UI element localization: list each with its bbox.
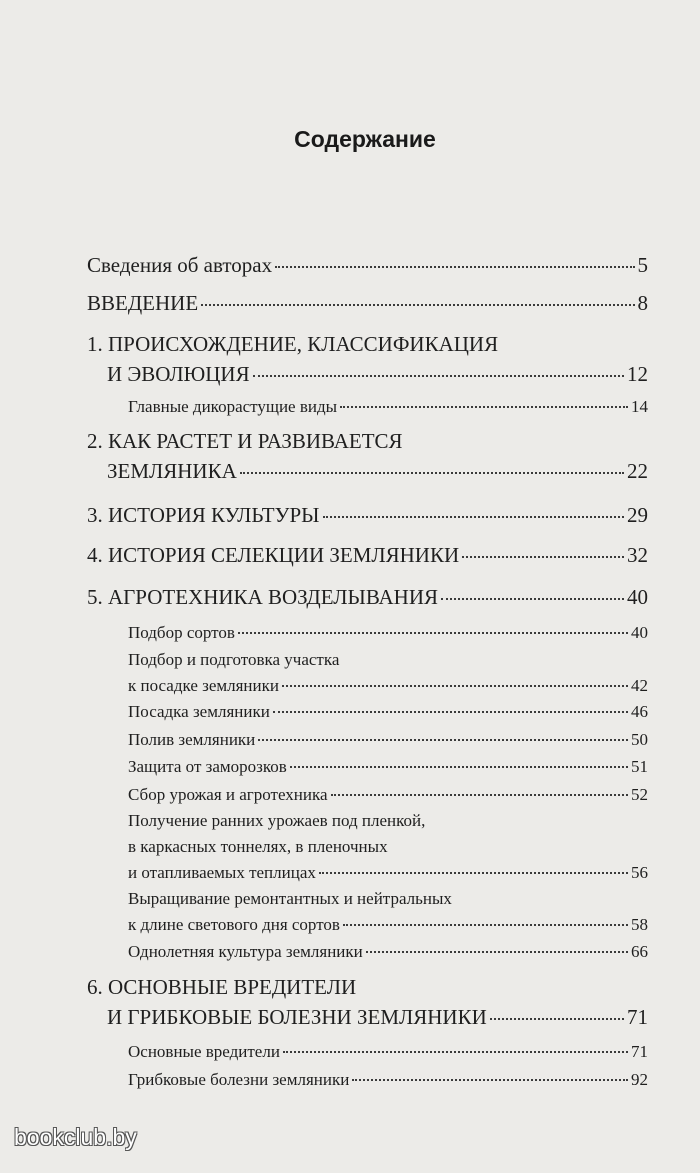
toc-entry-title: И ГРИБКОВЫЕ БОЛЕЗНИ ЗЕМЛЯНИКИ — [107, 1005, 487, 1029]
toc-entry-title: Однолетняя культура земляники — [128, 942, 363, 961]
dot-leader — [323, 516, 625, 518]
toc-entry-title: Главные дикорастущие виды — [128, 397, 338, 416]
toc-entry-annual — [128, 943, 648, 960]
dot-leader — [366, 951, 628, 953]
toc-page-number: 22 — [627, 459, 648, 483]
dot-leader — [282, 685, 628, 687]
toc-page-number: 58 — [631, 915, 648, 934]
toc-entry-title: Защита от заморозков — [128, 757, 287, 776]
page-title: Содержание — [294, 126, 436, 152]
toc-entry-title: к длине светового дня сортов — [128, 915, 340, 934]
toc-page-number: 8 — [637, 291, 648, 315]
dot-leader — [240, 472, 624, 474]
dot-leader — [340, 406, 628, 408]
toc-page-number: 40 — [627, 585, 648, 609]
toc-page-number: 32 — [627, 543, 648, 567]
dot-leader — [253, 375, 624, 377]
toc-page-number: 50 — [631, 730, 648, 749]
dot-leader — [201, 304, 634, 306]
toc-entry-authors — [87, 255, 648, 276]
toc-entry-title: Подбор сортов — [128, 623, 235, 642]
toc-entry-frost — [128, 758, 648, 775]
toc-entry-ch1-line1: 1. ПРОИСХОЖДЕНИЕ, КЛАССИФИКАЦИЯ — [87, 332, 499, 356]
toc-entry-title: и отапливаемых теплицах — [128, 863, 316, 882]
toc-page-number: 5 — [637, 253, 648, 277]
dot-leader — [275, 266, 634, 268]
toc-entry-ch6-line1: 6. ОСНОВНЫЕ ВРЕДИТЕЛИ — [87, 975, 357, 999]
toc-page-number: 42 — [631, 676, 648, 695]
toc-entry-site-line1: Подбор и подготовка участка — [128, 650, 340, 669]
toc-entry-watering — [128, 731, 648, 748]
dot-leader — [290, 766, 628, 768]
toc-entry-ch3 — [87, 505, 648, 526]
toc-entry-remontant — [128, 916, 648, 933]
dot-leader — [462, 556, 624, 558]
toc-page-number: 71 — [631, 1042, 648, 1061]
dot-leader — [273, 711, 628, 713]
watermark: bookclub.by — [14, 1124, 137, 1150]
toc-page-number: 12 — [627, 362, 648, 386]
toc-entry-ch1-wild-species — [128, 398, 648, 415]
toc-entry-planting — [128, 703, 648, 720]
toc-page-number: 71 — [627, 1005, 648, 1029]
toc-entry-early-harvest — [128, 864, 648, 881]
toc-entry-title: 4. ИСТОРИЯ СЕЛЕКЦИИ ЗЕМЛЯНИКИ — [87, 543, 460, 567]
toc-entry-ch6 — [107, 1007, 648, 1028]
toc-page-number: 40 — [631, 623, 648, 642]
toc-entry-pests — [128, 1043, 648, 1060]
toc-entry-ch2-line1: 2. КАК РАСТЕТ И РАЗВИВАЕТСЯ — [87, 429, 403, 453]
toc-entry-remontant-line1: Выращивание ремонтантных и нейтральных — [128, 889, 452, 908]
toc-page-number: 66 — [631, 942, 648, 961]
toc-entry-ch1 — [107, 364, 648, 385]
toc-entry-early-line2: в каркасных тоннелях, в пленочных — [128, 837, 388, 856]
toc-entry-title: Основные вредители — [128, 1042, 280, 1061]
dot-leader — [283, 1051, 628, 1053]
dot-leader — [490, 1018, 624, 1020]
toc-entry-title: ВВЕДЕНИЕ — [87, 291, 199, 315]
toc-entry-title: И ЭВОЛЮЦИЯ — [107, 362, 250, 386]
dot-leader — [258, 739, 628, 741]
toc-entry-title: Грибковые болезни земляники — [128, 1070, 350, 1089]
toc-page-number: 51 — [631, 757, 648, 776]
toc-entry-title: к посадке земляники — [128, 676, 279, 695]
toc-entry-ch4 — [87, 545, 648, 566]
toc-entry-ch2 — [107, 461, 648, 482]
toc-entry-site — [128, 677, 648, 694]
toc-entry-fungal — [128, 1071, 648, 1088]
toc-page-number: 14 — [631, 397, 648, 416]
toc-entry-early-line1: Получение ранних урожаев под пленкой, — [128, 811, 426, 830]
toc-page-number: 46 — [631, 702, 648, 721]
toc-page-number: 52 — [631, 785, 648, 804]
toc-page-number: 29 — [627, 503, 648, 527]
toc-entry-harvest — [128, 786, 648, 803]
toc-entry-ch5 — [87, 587, 648, 608]
toc-entry-title: ЗЕМЛЯНИКА — [107, 459, 237, 483]
toc-entry-title: Полив земляники — [128, 730, 256, 749]
toc-entry-title: 3. ИСТОРИЯ КУЛЬТУРЫ — [87, 503, 320, 527]
dot-leader — [331, 794, 628, 796]
toc-page-number: 56 — [631, 863, 648, 882]
dot-leader — [319, 872, 628, 874]
toc-entry-title: Сбор урожая и агротехника — [128, 785, 328, 804]
dot-leader — [441, 598, 624, 600]
toc-page-number: 92 — [631, 1070, 648, 1089]
toc-entry-title: 5. АГРОТЕХНИКА ВОЗДЕЛЫВАНИЯ — [87, 585, 439, 609]
dot-leader — [343, 924, 628, 926]
toc-entry-intro — [87, 293, 648, 314]
dot-leader — [238, 632, 628, 634]
toc-entry-title: Посадка земляники — [128, 702, 270, 721]
toc-entry-title: Сведения об авторах — [87, 253, 273, 277]
toc-entry-varieties — [128, 624, 648, 641]
dot-leader — [352, 1079, 628, 1081]
